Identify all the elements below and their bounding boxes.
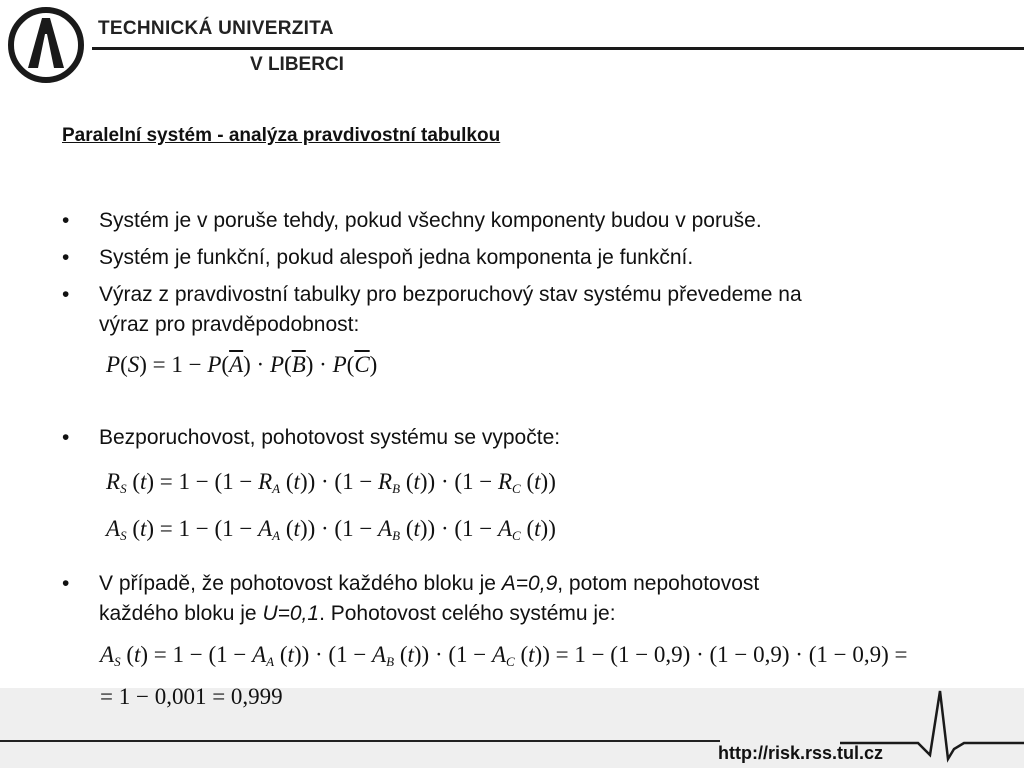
bullet-text: každého bloku je U=0,1. Pohotovost celého systému je: <box>99 602 616 625</box>
university-name-line2: V LIBERCI <box>250 54 344 75</box>
formula-availability-calculation: $A_S$ $(t) = 1 - (1 - A_A$ $(t)) \cdot (1 - A_B$ $(t)) \cdot (1 - A_C$ (t)) = 1 − (1 − 0,9) · (1 − 0,9) · (1 − 0,9) = <box>100 642 908 669</box>
bullet-icon: • <box>62 283 70 306</box>
bullet-text: Systém je v poruše tehdy, pokud všechny komponenty budou v poruše. <box>99 209 762 232</box>
bullet-icon: • <box>62 209 70 232</box>
formula-availability-result: = 1 − 0,001 = 0,999 <box>100 684 283 709</box>
bullet-text: V případě, že pohotovost každého bloku je A=0,9, potom nepohotovost <box>99 572 760 595</box>
formula-system-probability: $P(S) = 1 - P(\overline{A}) \cdot P(\overline{B}) \cdot P(\overline{C})$ <box>106 352 378 377</box>
footer-url: http://risk.rss.tul.cz <box>718 743 884 763</box>
bullet-text: Bezporuchovost, pohotovost systému se vypočte: <box>99 426 561 449</box>
formula-availability: $A_S$ $(t) = 1 - (1 - A_A$ $(t)) \cdot (1 - A_B$ $(t)) \cdot (1 - A_C$ (t)) <box>106 516 556 543</box>
tul-logo-icon <box>8 6 84 84</box>
bullet-text: výraz pro pravděpodobnost: <box>99 313 360 336</box>
bullet-icon: • <box>62 572 70 595</box>
bullet-icon: • <box>62 246 70 269</box>
bullet-text: Systém je funkční, pokud alespoň jedna komponenta je funkční. <box>99 246 694 269</box>
header-rule <box>92 47 1024 50</box>
university-name-line1: TECHNICKÁ UNIVERZITA <box>98 18 334 39</box>
bullet-icon: • <box>62 426 70 449</box>
footer-rule <box>0 740 720 742</box>
formula-reliability: $R_S$ $(t) = 1 - (1 - R_A$ $(t)) \cdot (1 - R_B$ $(t)) \cdot (1 - R_C$ (t)) <box>106 469 556 496</box>
slide-title: Paralelní systém - analýza pravdivostní tabulkou <box>62 125 501 146</box>
bullet-text: Výraz z pravdivostní tabulky pro bezporuchový stav systému převedeme na <box>99 283 802 306</box>
header <box>0 0 1024 90</box>
